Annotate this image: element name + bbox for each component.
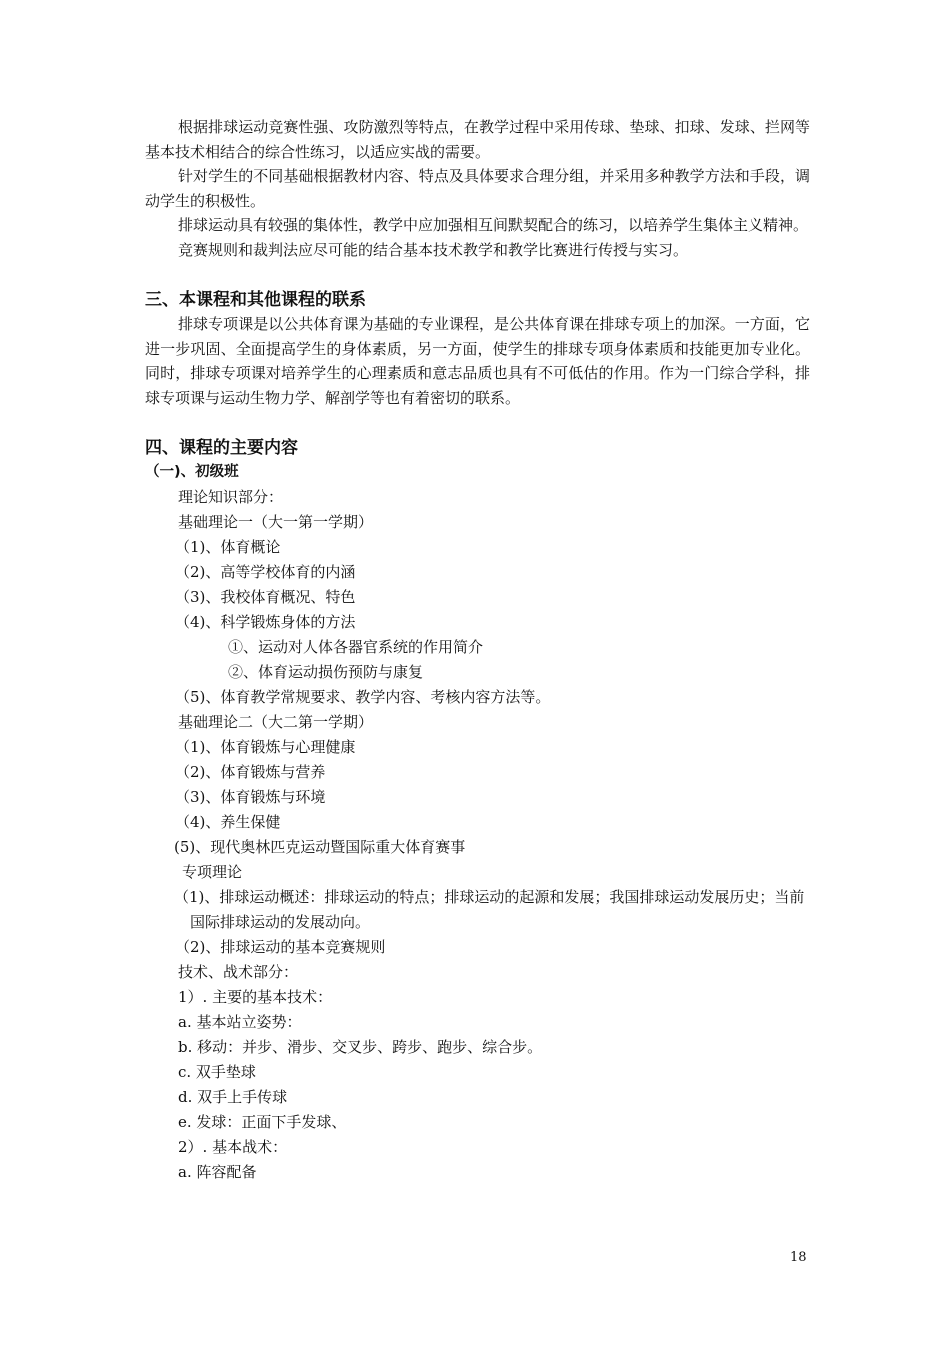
intro-paragraph-3: 排球运动具有较强的集体性，教学中应加强相互间默契配合的练习，以培养学生集体主义精神。 — [178, 216, 809, 234]
list-item: (5)、现代奥林匹克运动暨国际重大体育赛事 — [174, 838, 466, 856]
list-item: （3)、我校体育概况、特色 — [175, 588, 356, 606]
theory-label: 理论知识部分： — [178, 488, 284, 506]
page-number: 18 — [790, 1250, 807, 1265]
section-4-subtitle: （一)、初级班 — [145, 464, 239, 480]
list-item: c. 双手垫球 — [178, 1063, 256, 1081]
special-theory-label: 专项理论 — [182, 863, 243, 881]
list-item: （3)、体育锻炼与环境 — [175, 788, 326, 806]
list-item: a. 基本站立姿势： — [178, 1013, 302, 1031]
list-item: （2)、体育锻炼与营养 — [175, 763, 326, 781]
list-subitem: ②、体育运动损伤预防与康复 — [228, 663, 424, 681]
list-item: （4)、养生保健 — [175, 813, 281, 831]
intro-paragraph-2: 针对学生的不同基础根据教材内容、特点及具体要求合理分组，并采用多种教学方法和手段，调动学生的积极性。 — [145, 167, 810, 210]
special-theory-item-2: （2)、排球运动的基本竞赛规则 — [175, 938, 386, 956]
intro-paragraph-1: 根据排球运动竞赛性强、攻防激烈等特点，在教学过程中采用传球、垫球、扣球、发球、拦网等基本技术相结合的综合性练习，以适应实战的需要。 — [145, 118, 810, 161]
list-item: （4)、科学锻炼身体的方法 — [175, 613, 356, 631]
techniques-label: 1）. 主要的基本技术： — [178, 988, 333, 1006]
tactics-label: 2）. 基本战术： — [178, 1138, 288, 1156]
list-item: d. 双手上手传球 — [178, 1088, 288, 1106]
list-item: a. 阵容配备 — [178, 1163, 257, 1181]
section-3-paragraph: 排球专项课是以公共体育课为基础的专业课程，是公共体育课在排球专项上的加深。一方面，它进一步巩固、全面提高学生的身体素质，另一方面，使学生的排球专项身体素质和技能更加专业化。同时，排球专项课对培养学生的心理素质和意志品质也具有不可低估的作用。作为一门综合学科，排球专项课与运动生物力学、解剖学等也有着密切的联系。 — [145, 315, 810, 407]
section-3-title: 三、本课程和其他课程的联系 — [145, 290, 366, 310]
list-item: （5)、体育教学常规要求、教学内容、考核内容方法等。 — [175, 688, 551, 706]
skills-label: 技术、战术部分： — [178, 963, 299, 981]
list-item: b. 移动：并步、滑步、交叉步、跨步、跑步、综合步。 — [178, 1038, 543, 1056]
page-content — [145, 115, 810, 1185]
list-subitem: ①、运动对人体各器官系统的作用简介 — [228, 638, 484, 656]
basic-theory-2-label: 基础理论二（大二第一学期） — [178, 713, 374, 731]
intro-paragraph-4: 竞赛规则和裁判法应尽可能的结合基本技术教学和教学比赛进行传授与实习。 — [178, 240, 689, 259]
basic-theory-1-label: 基础理论一（大一第一学期） — [178, 513, 374, 531]
list-item: （1)、体育锻炼与心理健康 — [175, 738, 356, 756]
list-item: （1)、体育概论 — [175, 538, 281, 556]
list-item: e. 发球：正面下手发球、 — [178, 1113, 347, 1131]
special-theory-item-1: （1)、排球运动概述：排球运动的特点；排球运动的起源和发展；我国排球运动发展历史；当前国际排球运动的发展动向。 — [174, 888, 805, 931]
list-item: （2)、高等学校体育的内涵 — [175, 563, 356, 581]
section-4-title: 四、课程的主要内容 — [145, 438, 298, 458]
